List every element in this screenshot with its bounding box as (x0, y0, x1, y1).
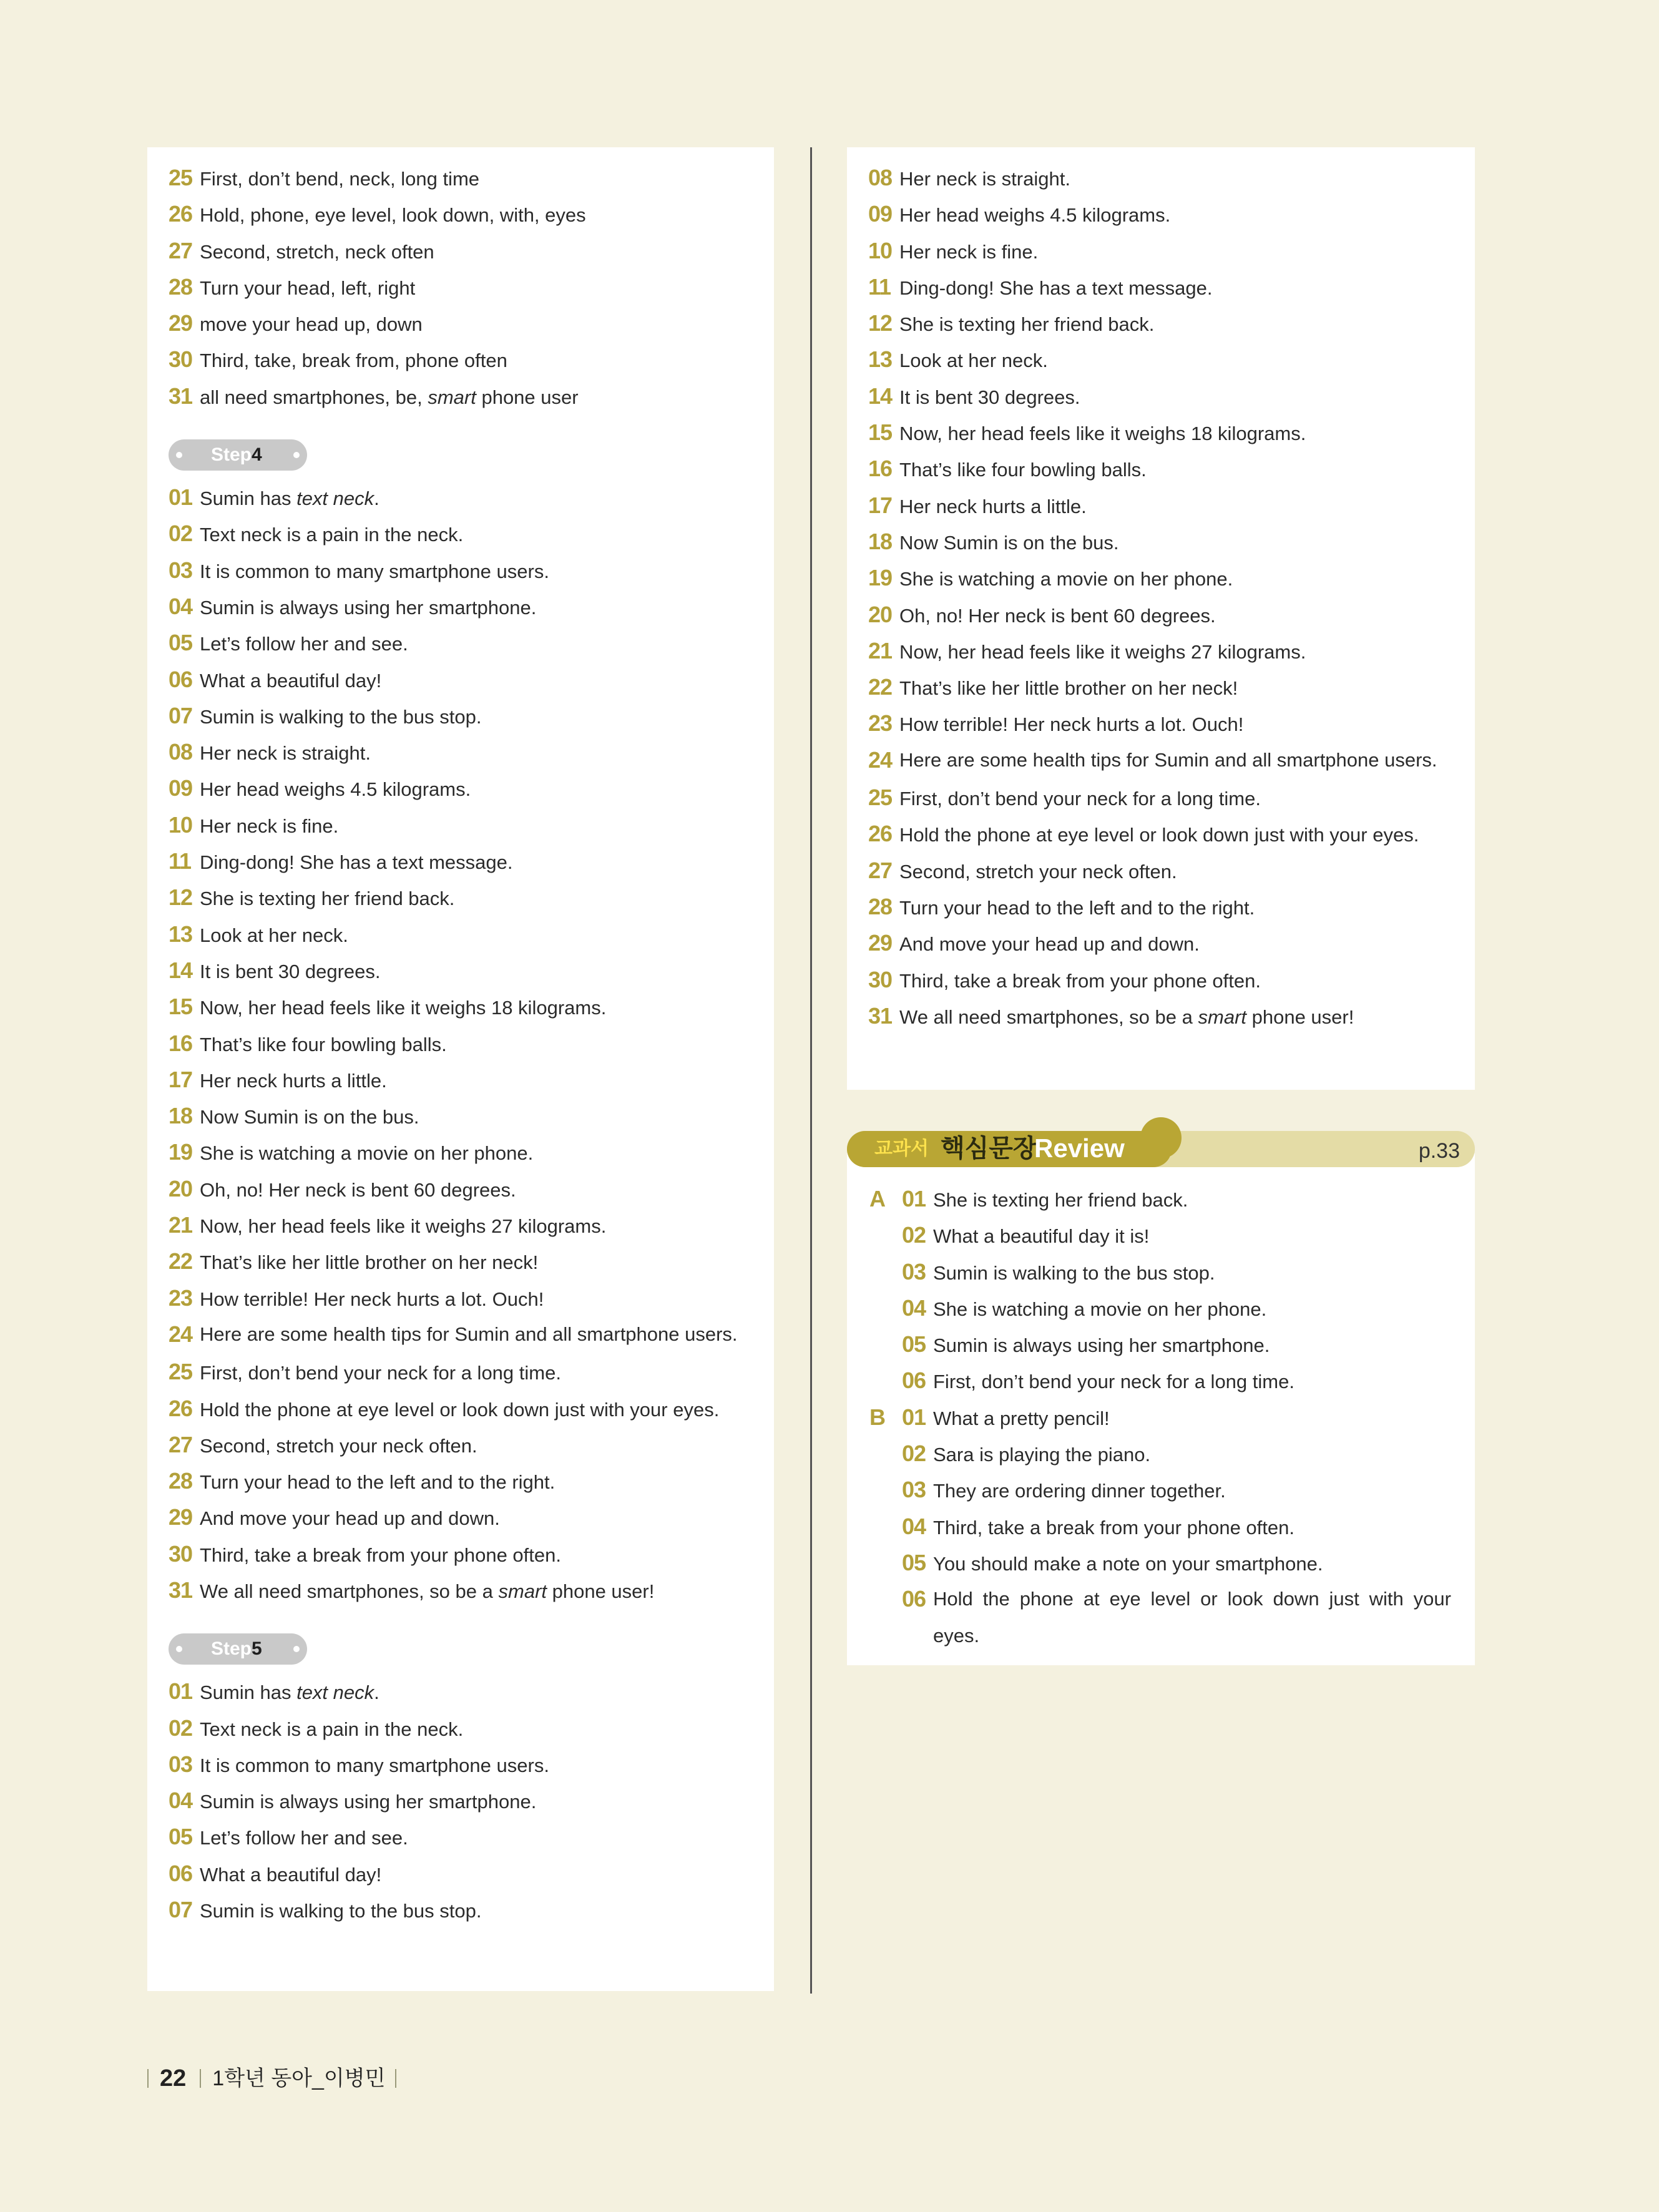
line-number: 09 (868, 201, 893, 227)
answer-text: That’s like her little brother on her neck! (200, 1251, 539, 1274)
answer-line (868, 160, 1462, 196)
answer-text: Let’s follow her and see. (200, 633, 408, 655)
answer-line (169, 589, 761, 625)
line-number: 09 (169, 775, 193, 801)
review-line (869, 1436, 1454, 1472)
line-number: 02 (902, 1222, 926, 1248)
answer-line (868, 853, 1462, 889)
answer-line (169, 952, 761, 989)
answer-line (169, 1572, 761, 1608)
line-number: 28 (169, 1468, 193, 1494)
line-number: 05 (902, 1549, 926, 1575)
answer-text: She is watching a movie on her phone. (899, 568, 1233, 590)
review-title: Review (1034, 1133, 1125, 1163)
line-number: 01 (902, 1404, 926, 1430)
answer-line (169, 378, 761, 414)
answer-text: How terrible! Her neck hurts a lot. Ouch! (200, 1288, 544, 1310)
line-number: 29 (169, 1504, 193, 1530)
line-number: 18 (169, 1103, 193, 1129)
line-number: 31 (868, 1002, 893, 1029)
line-number: 14 (868, 383, 893, 409)
line-number: 24 (868, 746, 893, 773)
answer-line (868, 780, 1462, 816)
review-line (869, 1545, 1454, 1581)
review-panel (847, 1153, 1475, 1665)
review-line (869, 1290, 1454, 1326)
answer-line (169, 1354, 761, 1390)
answer-line (868, 341, 1462, 378)
answer-line (169, 233, 761, 269)
answer-text: We all need smartphones, so be a smart phone user! (899, 1006, 1354, 1028)
badge-dot (293, 452, 300, 458)
review-banner-circle (1140, 1117, 1182, 1158)
review-answer-list (869, 1181, 1454, 1654)
answer-text: Now, her head feels like it weighs 27 kilograms. (200, 1215, 607, 1238)
answer-line (169, 305, 761, 341)
answer-line (169, 916, 761, 952)
answer-text: Look at her neck. (899, 350, 1048, 372)
answer-line (868, 889, 1462, 925)
answer-text: Oh, no! Her neck is bent 60 degrees. (200, 1178, 516, 1201)
answer-line (169, 1427, 761, 1463)
line-number: 06 (902, 1586, 926, 1612)
answer-text: Her neck is straight. (200, 742, 371, 765)
answer-text: Sumin is walking to the bus stop. (200, 1900, 482, 1922)
answer-line (868, 925, 1462, 961)
left-answer-list (169, 160, 761, 1928)
line-number: 03 (902, 1258, 926, 1285)
answer-text: Sumin is walking to the bus stop. (200, 705, 482, 728)
answer-text: Now, her head feels like it weighs 18 kilograms. (899, 423, 1306, 445)
answer-text: Ding-dong! She has a text message. (899, 276, 1213, 299)
line-number: 04 (902, 1294, 926, 1321)
review-line (869, 1254, 1454, 1290)
answer-line (169, 770, 761, 806)
answer-line (169, 1025, 761, 1062)
answer-text: She is watching a movie on her phone. (933, 1298, 1267, 1320)
answer-line (169, 1746, 761, 1783)
step-header (169, 414, 761, 479)
answer-line (868, 233, 1462, 269)
line-number: 14 (169, 957, 193, 983)
answer-line (169, 1243, 761, 1280)
answer-text: Her neck hurts a little. (200, 1069, 387, 1092)
line-number: 22 (169, 1248, 193, 1275)
answer-line (169, 807, 761, 843)
badge-dot (293, 1646, 300, 1652)
answer-text: Now, her head feels like it weighs 27 kilograms. (899, 640, 1306, 663)
answer-line (868, 962, 1462, 998)
answer-text: Look at her neck. (200, 924, 348, 946)
answer-text: Second, stretch, neck often (200, 240, 434, 263)
line-number: 08 (169, 739, 193, 765)
line-number: 13 (868, 346, 893, 373)
line-number: 01 (169, 1678, 193, 1705)
answer-text: Here are some health tips for Sumin and all smartphone users. (899, 748, 1437, 771)
answer-text: Sumin has text neck. (200, 1681, 379, 1704)
line-number: 05 (169, 630, 193, 656)
answer-line (868, 998, 1462, 1034)
footer-divider (200, 2069, 201, 2088)
answer-line (868, 597, 1462, 633)
line-number: 21 (868, 637, 893, 663)
line-number: 19 (868, 565, 893, 591)
answer-text: Let’s follow her and see. (200, 1827, 408, 1849)
line-number: 12 (868, 310, 893, 336)
badge-dot (176, 452, 182, 458)
answer-line (868, 524, 1462, 560)
answer-line (169, 989, 761, 1025)
review-prefix: 교과서 (874, 1138, 929, 1159)
right-answer-list (868, 160, 1462, 1034)
answer-line (169, 734, 761, 770)
answer-line (169, 1856, 761, 1892)
footer-divider (395, 2069, 396, 2088)
answer-line (868, 487, 1462, 524)
line-number: 04 (169, 593, 193, 619)
line-number: 24 (169, 1321, 193, 1347)
answer-text: First, don’t bend your neck for a long time. (200, 1362, 561, 1384)
answer-text: Her neck is fine. (899, 240, 1039, 263)
answer-text: That’s like four bowling balls. (200, 1033, 447, 1055)
answer-line (868, 705, 1462, 741)
answer-text: Third, take a break from your phone often. (933, 1516, 1294, 1539)
step-header (169, 1608, 761, 1673)
page-footer (147, 2060, 396, 2097)
answer-text: Now Sumin is on the bus. (899, 531, 1119, 554)
line-number: 07 (169, 1897, 193, 1923)
answer-line (169, 1280, 761, 1316)
answer-text: Ding-dong! She has a text message. (200, 851, 513, 874)
answer-line (169, 625, 761, 661)
answer-text: Her neck hurts a little. (899, 495, 1087, 517)
line-number: 15 (169, 994, 193, 1020)
answer-text: How terrible! Her neck hurts a lot. Ouch! (899, 713, 1244, 736)
answer-line (169, 1710, 761, 1746)
answer-text: Sumin is always using her smartphone. (933, 1334, 1270, 1357)
answer-line (169, 269, 761, 305)
answer-line (169, 552, 761, 589)
review-line (869, 1363, 1454, 1399)
step-number: 5 (252, 1638, 262, 1660)
answer-line (868, 816, 1462, 852)
line-number: 06 (169, 1860, 193, 1886)
line-number: 26 (169, 1395, 193, 1421)
answer-text: And move your head up and down. (200, 1507, 500, 1530)
answer-text: Turn your head, left, right (200, 276, 416, 299)
step-number: 4 (252, 444, 262, 466)
answer-text: Her head weighs 4.5 kilograms. (899, 204, 1171, 227)
answer-line (868, 305, 1462, 341)
line-number: 28 (868, 893, 893, 919)
column-divider (810, 147, 812, 1994)
review-line (869, 1581, 1454, 1654)
answer-line (868, 451, 1462, 487)
answer-text: Sumin is always using her smartphone. (200, 596, 537, 619)
review-korean-title: 핵심문장 (941, 1135, 1037, 1162)
line-number: 27 (868, 857, 893, 883)
line-number: 25 (169, 165, 193, 190)
answer-line (868, 414, 1462, 451)
answer-line (169, 1062, 761, 1098)
line-number: 16 (169, 1030, 193, 1056)
answer-line (169, 341, 761, 378)
answer-text: Second, stretch your neck often. (200, 1434, 477, 1457)
answer-line (169, 698, 761, 734)
step-label: Step5 (211, 1638, 262, 1660)
answer-text: She is texting her friend back. (899, 313, 1155, 336)
answer-line (868, 378, 1462, 414)
answer-text: move your head up, down (200, 313, 423, 336)
line-number: 11 (868, 273, 891, 300)
review-line (869, 1399, 1454, 1436)
line-number: 04 (902, 1513, 926, 1539)
answer-line (169, 1819, 761, 1855)
review-banner (847, 1117, 1475, 1167)
answer-text: Now, her head feels like it weighs 18 kilograms. (200, 997, 607, 1019)
answer-text: Her head weighs 4.5 kilograms. (200, 778, 471, 801)
line-number: 29 (868, 930, 893, 956)
answer-text: Hold the phone at eye level or look down just with your eyes. (200, 1398, 720, 1421)
section-letter: A (869, 1186, 886, 1211)
line-number: 05 (902, 1331, 926, 1358)
emphasized-term: smart (428, 386, 476, 408)
emphasized-term: smart (1198, 1006, 1246, 1028)
review-page-ref: p.33 (1418, 1139, 1460, 1163)
answer-text: Her neck is fine. (200, 815, 339, 837)
answer-text: Sumin is walking to the bus stop. (933, 1261, 1215, 1284)
line-number: 27 (169, 237, 193, 263)
answer-line (169, 196, 761, 232)
answer-line (868, 669, 1462, 705)
line-number: 31 (169, 383, 193, 409)
answer-text: Her neck is straight. (899, 168, 1070, 190)
answer-text: Sara is playing the piano. (933, 1444, 1151, 1466)
review-line (869, 1472, 1454, 1508)
right-answer-panel (847, 147, 1475, 1090)
answer-text: What a beautiful day! (200, 1863, 382, 1886)
line-number: 20 (868, 601, 893, 627)
line-number: 02 (902, 1441, 926, 1467)
answer-text: She is texting her friend back. (933, 1189, 1188, 1211)
review-line (869, 1181, 1454, 1217)
line-number: 25 (868, 785, 893, 811)
emphasized-term: text neck (296, 487, 374, 510)
answer-text: Third, take a break from your phone often. (899, 969, 1261, 992)
line-number: 01 (902, 1186, 926, 1211)
answer-line (868, 560, 1462, 596)
answer-line (169, 1098, 761, 1134)
line-number: 03 (169, 557, 193, 583)
answer-line (169, 1536, 761, 1572)
answer-text: She is watching a movie on her phone. (200, 1142, 534, 1165)
answer-text: Third, take, break from, phone often (200, 350, 507, 372)
answer-text: What a pretty pencil! (933, 1407, 1110, 1429)
answer-text: It is bent 30 degrees. (200, 960, 381, 982)
answer-line (868, 269, 1462, 305)
line-number: 18 (868, 528, 893, 554)
line-number: 23 (868, 710, 893, 737)
answer-text: That’s like her little brother on her neck! (899, 677, 1238, 700)
answer-line (868, 742, 1462, 780)
line-number: 10 (868, 237, 893, 263)
review-line (869, 1217, 1454, 1253)
line-number: 30 (868, 966, 893, 992)
left-answer-panel (147, 147, 774, 1991)
line-number: 20 (169, 1175, 193, 1201)
step-badge (169, 439, 307, 471)
answer-text: First, don’t bend, neck, long time (200, 168, 480, 190)
answer-line (169, 160, 761, 196)
answer-text: Second, stretch your neck often. (899, 860, 1177, 883)
answer-text: Turn your head to the left and to the right. (899, 896, 1255, 919)
line-number: 06 (902, 1368, 926, 1394)
line-number: 30 (169, 1540, 193, 1567)
page-number: 22 (160, 2065, 187, 2092)
answer-line (169, 662, 761, 698)
line-number: 02 (169, 521, 193, 547)
answer-line (169, 479, 761, 516)
answer-line (169, 1391, 761, 1427)
answer-text: Sumin has text neck. (200, 487, 379, 510)
answer-text: First, don’t bend your neck for a long time. (899, 788, 1261, 810)
answer-text: Hold the phone at eye level or look down just with your eyes. (899, 824, 1419, 846)
book-info: 1학년 동아_이병민 (212, 2067, 386, 2090)
line-number: 19 (169, 1139, 193, 1165)
answer-text: That’s like four bowling balls. (899, 459, 1147, 481)
answer-text: all need smartphones, be, smart phone user (200, 386, 579, 408)
line-number: 05 (169, 1824, 193, 1850)
line-number: 16 (868, 456, 893, 482)
line-number: 31 (169, 1577, 193, 1603)
answer-text: We all need smartphones, so be a smart phone user! (200, 1580, 655, 1602)
answer-line (169, 1673, 761, 1710)
line-number: 11 (169, 848, 192, 874)
step-badge (169, 1633, 307, 1665)
line-number: 06 (169, 666, 193, 692)
line-number: 08 (868, 165, 893, 190)
answer-line (169, 1316, 761, 1354)
line-number: 17 (169, 1066, 193, 1092)
line-number: 26 (169, 201, 193, 227)
line-number: 03 (169, 1751, 193, 1777)
answer-text: What a beautiful day! (200, 669, 382, 692)
line-number: 10 (169, 811, 193, 838)
answer-text: Turn your head to the left and to the right. (200, 1471, 555, 1494)
line-number: 02 (169, 1715, 193, 1741)
answer-text: It is bent 30 degrees. (899, 386, 1080, 408)
answer-text: What a beautiful day it is! (933, 1225, 1150, 1248)
answer-line (169, 1892, 761, 1928)
review-line (869, 1509, 1454, 1545)
answer-line (169, 1207, 761, 1243)
answer-text: Third, take a break from your phone often. (200, 1544, 561, 1566)
line-number: 15 (868, 419, 893, 446)
answer-text: Here are some health tips for Sumin and all smartphone users. (200, 1323, 738, 1345)
answer-text: Oh, no! Her neck is bent 60 degrees. (899, 604, 1216, 627)
line-number: 23 (169, 1285, 193, 1311)
answer-text: Text neck is a pain in the neck. (200, 1718, 464, 1740)
answer-line (169, 843, 761, 879)
line-number: 22 (868, 674, 893, 700)
answer-line (868, 633, 1462, 669)
answer-text: They are ordering dinner together. (933, 1480, 1226, 1502)
line-number: 01 (169, 484, 193, 511)
line-number: 03 (902, 1477, 926, 1503)
footer-divider (147, 2069, 149, 2088)
answer-text: It is common to many smartphone users. (200, 560, 549, 582)
answer-text: Hold, phone, eye level, look down, with, eyes (200, 204, 586, 227)
answer-line (169, 516, 761, 552)
answer-line (169, 1783, 761, 1819)
answer-line (868, 196, 1462, 232)
answer-text: First, don’t bend your neck for a long time. (933, 1371, 1294, 1393)
line-number: 27 (169, 1431, 193, 1457)
line-number: 29 (169, 310, 193, 336)
answer-line (169, 879, 761, 916)
review-line (869, 1326, 1454, 1363)
line-number: 17 (868, 492, 893, 518)
line-number: 28 (169, 273, 193, 300)
emphasized-term: smart (498, 1580, 547, 1602)
line-number: 04 (169, 1788, 193, 1814)
answer-text: Now Sumin is on the bus. (200, 1106, 419, 1128)
answer-text: Text neck is a pain in the neck. (200, 524, 464, 546)
line-number: 13 (169, 921, 193, 947)
section-letter: B (869, 1404, 886, 1430)
answer-text: It is common to many smartphone users. (200, 1754, 549, 1776)
emphasized-term: text neck (296, 1681, 374, 1704)
answer-text: You should make a note on your smartphone. (933, 1552, 1323, 1575)
line-number: 26 (868, 821, 893, 847)
line-number: 25 (169, 1359, 193, 1385)
answer-text: And move your head up and down. (899, 933, 1200, 956)
answer-text: Sumin is always using her smartphone. (200, 1791, 537, 1813)
answer-line (169, 1134, 761, 1170)
line-number: 30 (169, 346, 193, 373)
answer-line (169, 1463, 761, 1499)
badge-dot (176, 1646, 182, 1652)
answer-line (169, 1171, 761, 1207)
answer-line (169, 1499, 761, 1535)
answer-text: She is texting her friend back. (200, 888, 455, 910)
step-label: Step4 (211, 444, 262, 466)
line-number: 12 (169, 884, 193, 911)
line-number: 21 (169, 1212, 193, 1238)
line-number: 07 (169, 702, 193, 728)
answer-text: Hold the phone at eye level or look down just with your eyes. (933, 1588, 1451, 1647)
